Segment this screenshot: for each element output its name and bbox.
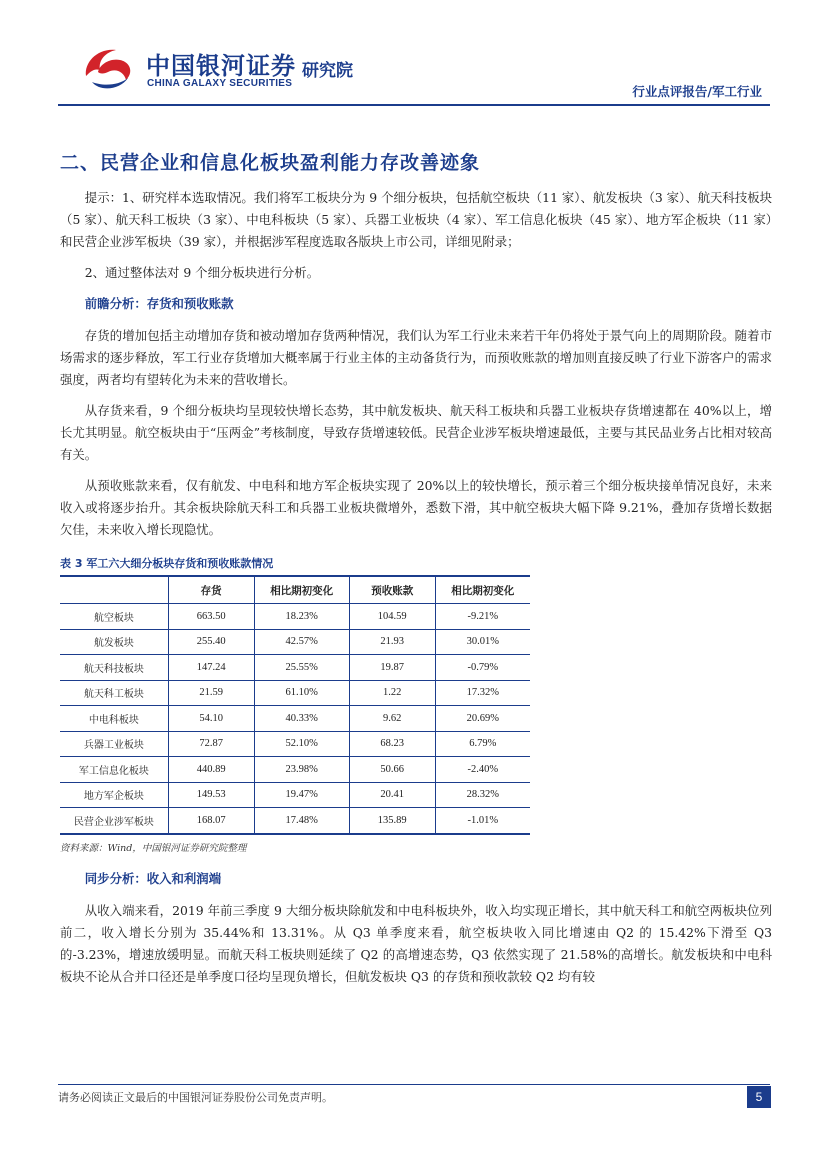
table-cell: 兵器工业板块: [60, 731, 168, 757]
page-header: [0, 0, 827, 110]
logo-text-cn: 中国银河证券: [146, 52, 296, 80]
table-cell: -1.01%: [435, 808, 530, 834]
table-header-cell: 相比期初变化: [435, 576, 530, 604]
table-cell: 21.59: [168, 680, 254, 706]
table-cell: 50.66: [349, 757, 435, 783]
table-cell: 18.23%: [254, 604, 349, 630]
body-paragraph: 存货的增加包括主动增加存货和被动增加存货两种情况，我们认为军工行业未来若干年仍将处于景气向上的周期阶段。随着市场需求的逐步释放，军工行业存货增加大概率属于行业主体的主动备货行为，而预收账款的增加则直接反映了行业下游客户的需求强度，两者均有望转化为未来的营收增长。: [60, 328, 772, 387]
table-header-cell: [60, 576, 168, 604]
report-type: 行业点评报告/军工行业: [632, 84, 762, 99]
table-cell: 军工信息化板块: [60, 757, 168, 783]
logo-institute: 研究院: [302, 61, 353, 81]
table-header-cell: 相比期初变化: [254, 576, 349, 604]
table-cell: 中电科板块: [60, 706, 168, 732]
table-header-cell: 预收账款: [349, 576, 435, 604]
table-cell: 255.40: [168, 629, 254, 655]
table-row: [60, 629, 530, 655]
table-cell: 9.62: [349, 706, 435, 732]
footer-divider: [58, 1084, 770, 1085]
table-cell: 168.07: [168, 808, 254, 834]
table-cell: -2.40%: [435, 757, 530, 783]
table-cell: 17.48%: [254, 808, 349, 834]
body-paragraph: 从收入端来看，2019 年前三季度 9 大细分板块除航发和中电科板块外，收入均实现正增长，其中航天科工和航空两板块位列前二，收入增长分别为 35.44%和 13.31%。从 Q3 单季度来看，航空板块收入同比增速由 Q2 的 15.42%下滑至 Q3 的-3.23%，增速放缓明显。而航天科工板块则延续了 Q2 的高增速态势，Q3 依然实现了 21.58%的高增长。航发板块和中电科板块不论从合并口径还是单季度口径均呈现负增长，但航发板块 Q3 的存货和预收款较 Q2 均有较: [60, 902, 772, 984]
table-row: [60, 655, 530, 681]
body-paragraph: 从预收账款来看，仅有航发、中电科和地方军企板块实现了 20%以上的较快增长，预示着三个细分板块接单情况良好，未来收入或将逐步抬升。其余板块除航天科工和兵器工业板块微增外，悉数下滑，其中航空板块大幅下降 9.21%，叠加存货增长数据欠佳，未来收入增长现隐忧。: [60, 478, 772, 537]
table-cell: 149.53: [168, 782, 254, 808]
table-cell: 航空板块: [60, 604, 168, 630]
note-paragraph-1: 提示：1、研究样本选取情况。我们将军工板块分为 9 个细分板块，包括航空板块（11 家）、航发板块（3 家）、航天科技板块（5 家）、航天科工板块（3 家）、中电科板块（5 家）、兵器工业板块（4 家）、军工信息化板块（45 家）、地方军企板块（11 家）和民营企业涉军板块（39 家），并根据涉军程度选取各版块上市公司，详细见附录；: [60, 190, 772, 249]
table-source-note: 资料来源：Wind，中国银河证券研究院整理: [60, 842, 247, 854]
subheading-sync-analysis: 同步分析：收入和利润端: [84, 870, 222, 886]
footer-disclaimer: 请务必阅读正文最后的中国银河证券股份公司免责声明。: [58, 1091, 333, 1104]
table-cell: 19.87: [349, 655, 435, 681]
logo-text-en: CHINA GALAXY SECURITIES: [147, 78, 293, 89]
table-cell: 1.22: [349, 680, 435, 706]
table-cell: 30.01%: [435, 629, 530, 655]
subheading-forward-analysis: 前瞻分析：存货和预收账款: [84, 296, 234, 311]
header-divider: [58, 104, 770, 106]
table-row: [60, 757, 530, 783]
table-cell: 147.24: [168, 655, 254, 681]
table-cell: 航天科工板块: [60, 680, 168, 706]
table-cell: 135.89: [349, 808, 435, 834]
table-header-cell: 存货: [168, 576, 254, 604]
table-cell: 52.10%: [254, 731, 349, 757]
table-row: [60, 782, 530, 808]
galaxy-logo-icon: [80, 42, 140, 92]
table-cell: 72.87: [168, 731, 254, 757]
table-cell: -0.79%: [435, 655, 530, 681]
table-cell: 航发板块: [60, 629, 168, 655]
table-cell: 航天科技板块: [60, 655, 168, 681]
page-number: 5: [747, 1086, 771, 1108]
main-content: [60, 148, 772, 997]
table-cell: 440.89: [168, 757, 254, 783]
table-cell: 25.55%: [254, 655, 349, 681]
table-row: [60, 680, 530, 706]
table-cell: -9.21%: [435, 604, 530, 630]
table-header-row: [60, 576, 530, 604]
table-cell: 20.41: [349, 782, 435, 808]
table-cell: 19.47%: [254, 782, 349, 808]
table-cell: 28.32%: [435, 782, 530, 808]
table-title: 表 3 军工六大细分板块存货和预收账款情况: [60, 557, 274, 570]
note-paragraph-2: 2、通过整体法对 9 个细分板块进行分析。: [84, 265, 320, 280]
table-cell: 地方军企板块: [60, 782, 168, 808]
table-row: [60, 808, 530, 834]
table-cell: 104.59: [349, 604, 435, 630]
body-paragraph: 从存货来看，9 个细分板块均呈现较快增长态势，其中航发板块、航天科工板块和兵器工业板块存货增速都在 40%以上，增长尤其明显。航空板块由于“压两金”考核制度，导致存货增速较低。民营企业涉军板块增速最低，主要与其民品业务占比相对较高有关。: [60, 403, 772, 462]
table-cell: 54.10: [168, 706, 254, 732]
table-cell: 21.93: [349, 629, 435, 655]
table-row: [60, 731, 530, 757]
inventory-table: [60, 575, 530, 835]
table-cell: 6.79%: [435, 731, 530, 757]
table-cell: 68.23: [349, 731, 435, 757]
table-cell: 663.50: [168, 604, 254, 630]
table-cell: 民营企业涉军板块: [60, 808, 168, 834]
table-cell: 17.32%: [435, 680, 530, 706]
table-row: [60, 604, 530, 630]
table-cell: 40.33%: [254, 706, 349, 732]
table-cell: 61.10%: [254, 680, 349, 706]
section-title: 二、民营企业和信息化板块盈利能力存改善迹象: [60, 152, 481, 174]
table-cell: 23.98%: [254, 757, 349, 783]
table-cell: 20.69%: [435, 706, 530, 732]
table-cell: 42.57%: [254, 629, 349, 655]
table-row: [60, 706, 530, 732]
